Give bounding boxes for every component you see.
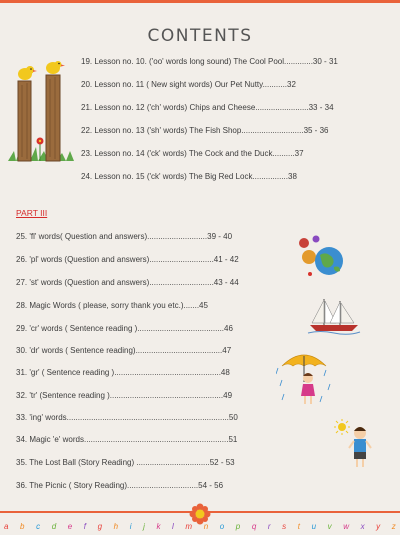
- toc-entry[interactable]: 23. Lesson no. 14 ('ck' words) The Cock and the Duck..........37: [81, 149, 304, 158]
- toc-entry[interactable]: 30. 'dr' words ( Sentence reading).......................................47: [16, 346, 232, 355]
- part-heading: PART III: [16, 208, 48, 218]
- toc-entry[interactable]: 26. 'pl' words (Question and answers).............................41 - 42: [16, 255, 239, 264]
- alphabet-letter: y: [376, 522, 381, 531]
- alphabet-letter: e: [67, 522, 73, 531]
- alphabet-letter: z: [391, 522, 396, 531]
- umbrella-girl-illustration: [276, 348, 332, 408]
- alphabet-letter: h: [113, 522, 119, 531]
- alphabet-letter: q: [251, 522, 257, 531]
- alphabet-letter: i: [129, 522, 132, 531]
- toc-entry[interactable]: 28. Magic Words ( please, sorry thank you etc.).......45: [16, 301, 208, 310]
- alphabet-letter: k: [156, 522, 161, 531]
- alphabet-strip: [4, 522, 396, 531]
- planets-illustration: [296, 233, 354, 281]
- boy-sun-illustration: [334, 419, 378, 471]
- toc-entry[interactable]: 32. 'tr' (Sentence reading )...................................................49: [16, 391, 233, 400]
- alphabet-letter: n: [203, 522, 209, 531]
- toc-entry[interactable]: 36. The Picnic ( Story Reading)................................54 - 56: [16, 481, 224, 490]
- alphabet-letter: v: [327, 522, 332, 531]
- toc-entry[interactable]: 25. 'fl' words( Question and answers)...........................39 - 40: [16, 232, 233, 241]
- alphabet-letter: c: [36, 522, 41, 531]
- page-title: CONTENTS: [147, 26, 253, 46]
- sailboat-illustration: [306, 297, 362, 337]
- alphabet-letter: s: [282, 522, 287, 531]
- alphabet-letter: b: [20, 522, 25, 531]
- toc-entry[interactable]: 21. Lesson no. 12 ('ch' words) Chips and Cheese........................33 - 34: [81, 103, 334, 112]
- alphabet-letter: r: [267, 522, 271, 531]
- alphabet-letter: w: [343, 522, 349, 531]
- toc-entry[interactable]: 20. Lesson no. 11 ( New sight words) Our Pet Nutty...........32: [81, 80, 296, 89]
- toc-entry[interactable]: 22. Lesson no. 13 ('sh' words) The Fish Shop............................35 - 36: [81, 126, 329, 135]
- toc-entry[interactable]: 27. 'st' words (Question and answers).............................43 - 44: [16, 278, 239, 287]
- alphabet-letter: u: [311, 522, 317, 531]
- alphabet-letter: m: [185, 522, 193, 531]
- alphabet-letter: a: [4, 522, 9, 531]
- birds-on-posts-illustration: [8, 61, 74, 165]
- toc-entry[interactable]: 19. Lesson no. 10. ('oo' words long sound) The Cool Pool.............30 - 31: [81, 57, 338, 66]
- toc-entry[interactable]: 24. Lesson no. 15 ('ck' words) The Big Red Lock................38: [81, 172, 297, 181]
- toc-entry[interactable]: 33. 'ing' words.........................................................................50: [16, 413, 238, 422]
- alphabet-letter: j: [143, 522, 145, 531]
- alphabet-letter: d: [51, 522, 57, 531]
- alphabet-letter: f: [83, 522, 87, 531]
- toc-entry[interactable]: 35. The Lost Ball (Story Reading) .................................52 - 53: [16, 458, 235, 467]
- alphabet-letter: o: [219, 522, 225, 531]
- alphabet-letter: x: [360, 522, 365, 531]
- alphabet-letter: p: [235, 522, 241, 531]
- alphabet-letter: g: [97, 522, 103, 531]
- alphabet-letter: l: [172, 522, 174, 531]
- alphabet-letter: t: [297, 522, 300, 531]
- toc-entry[interactable]: 31. 'gr' ( Sentence reading )................................................48: [16, 368, 230, 377]
- toc-entry[interactable]: 34. Magic 'e' words.................................................................51: [16, 435, 238, 444]
- toc-entry[interactable]: 29. 'cr' words ( Sentence reading ).......................................46: [16, 324, 233, 333]
